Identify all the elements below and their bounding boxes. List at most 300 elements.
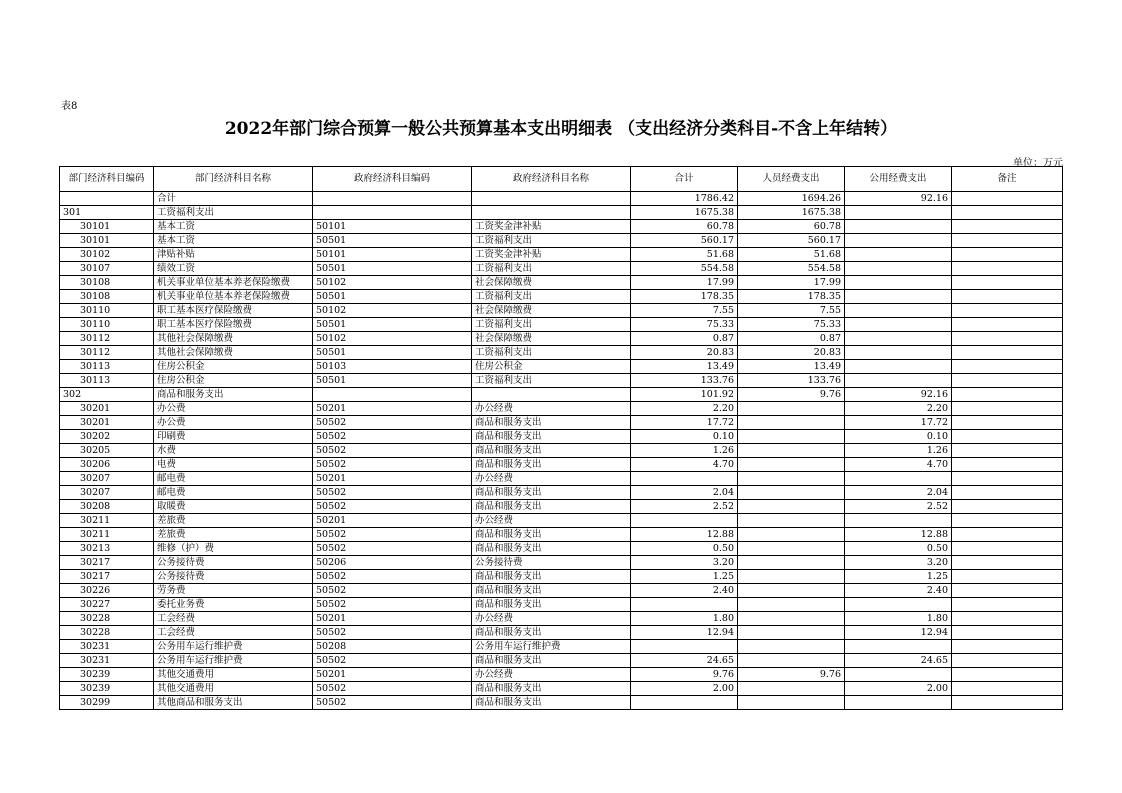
cell-note <box>952 472 1063 486</box>
cell-dept-code: 301 <box>60 206 154 220</box>
table-row <box>60 430 1063 444</box>
cell-public: 2.00 <box>845 682 952 696</box>
cell-personnel: 1675.38 <box>738 206 845 220</box>
cell-gov-code: 50502 <box>313 458 472 472</box>
cell-public <box>845 220 952 234</box>
cell-personnel <box>738 542 845 556</box>
cell-public: 24.65 <box>845 654 952 668</box>
cell-gov-name: 公务接待费 <box>472 556 631 570</box>
cell-personnel <box>738 500 845 514</box>
cell-gov-code: 50501 <box>313 262 472 276</box>
cell-gov-code: 50502 <box>313 682 472 696</box>
cell-total: 60.78 <box>631 220 738 234</box>
cell-dept-code: 30205 <box>60 444 154 458</box>
cell-note <box>952 570 1063 584</box>
table-row <box>60 402 1063 416</box>
cell-public: 1.80 <box>845 612 952 626</box>
cell-personnel <box>738 682 845 696</box>
cell-gov-code: 50101 <box>313 248 472 262</box>
cell-dept-name: 机关事业单位基本养老保险缴费 <box>154 276 313 290</box>
cell-personnel <box>738 570 845 584</box>
table-row <box>60 542 1063 556</box>
cell-gov-name: 商品和服务支出 <box>472 654 631 668</box>
cell-dept-code: 30211 <box>60 528 154 542</box>
cell-personnel: 51.68 <box>738 248 845 262</box>
cell-gov-code: 50502 <box>313 584 472 598</box>
cell-personnel <box>738 528 845 542</box>
cell-public <box>845 696 952 710</box>
cell-note <box>952 318 1063 332</box>
cell-gov-code: 50502 <box>313 570 472 584</box>
table-row <box>60 626 1063 640</box>
cell-gov-name: 商品和服务支出 <box>472 430 631 444</box>
table-row <box>60 486 1063 500</box>
table-row <box>60 682 1063 696</box>
cell-dept-code: 30101 <box>60 220 154 234</box>
cell-personnel <box>738 612 845 626</box>
cell-dept-name: 工会经费 <box>154 612 313 626</box>
cell-dept-name: 差旅费 <box>154 528 313 542</box>
cell-note <box>952 360 1063 374</box>
cell-note <box>952 290 1063 304</box>
table-row <box>60 584 1063 598</box>
cell-dept-code: 30299 <box>60 696 154 710</box>
cell-dept-name: 工资福利支出 <box>154 206 313 220</box>
cell-public <box>845 248 952 262</box>
cell-note <box>952 304 1063 318</box>
table-row <box>60 318 1063 332</box>
cell-public <box>845 304 952 318</box>
cell-personnel <box>738 598 845 612</box>
cell-total: 1.80 <box>631 612 738 626</box>
cell-public <box>845 514 952 528</box>
cell-gov-name: 商品和服务支出 <box>472 542 631 556</box>
header-personnel: 人员经费支出 <box>738 167 845 192</box>
cell-note <box>952 444 1063 458</box>
table-row <box>60 304 1063 318</box>
cell-note <box>952 486 1063 500</box>
cell-total: 13.49 <box>631 360 738 374</box>
cell-dept-name: 绩效工资 <box>154 262 313 276</box>
cell-personnel: 0.87 <box>738 332 845 346</box>
cell-dept-name: 办公费 <box>154 402 313 416</box>
cell-gov-name: 商品和服务支出 <box>472 528 631 542</box>
cell-gov-name: 商品和服务支出 <box>472 500 631 514</box>
cell-public <box>845 234 952 248</box>
cell-dept-code: 30213 <box>60 542 154 556</box>
cell-dept-code: 30207 <box>60 472 154 486</box>
cell-personnel: 13.49 <box>738 360 845 374</box>
table-row <box>60 234 1063 248</box>
table-row <box>60 458 1063 472</box>
cell-dept-name: 其他交通费用 <box>154 682 313 696</box>
cell-public: 3.20 <box>845 556 952 570</box>
cell-public: 2.52 <box>845 500 952 514</box>
cell-personnel: 17.99 <box>738 276 845 290</box>
cell-gov-code: 50201 <box>313 612 472 626</box>
cell-dept-code: 30201 <box>60 416 154 430</box>
cell-public <box>845 360 952 374</box>
cell-note <box>952 374 1063 388</box>
cell-gov-code: 50208 <box>313 640 472 654</box>
cell-dept-code: 30201 <box>60 402 154 416</box>
cell-personnel: 20.83 <box>738 346 845 360</box>
budget-table <box>59 166 1063 710</box>
cell-total: 101.92 <box>631 388 738 402</box>
cell-dept-name: 公务接待费 <box>154 570 313 584</box>
cell-dept-name: 取暖费 <box>154 500 313 514</box>
cell-dept-code: 30226 <box>60 584 154 598</box>
cell-note <box>952 556 1063 570</box>
cell-gov-code: 50502 <box>313 444 472 458</box>
cell-personnel: 554.58 <box>738 262 845 276</box>
cell-dept-name: 印刷费 <box>154 430 313 444</box>
cell-dept-name: 其他交通费用 <box>154 668 313 682</box>
table-row <box>60 332 1063 346</box>
cell-gov-code: 50501 <box>313 346 472 360</box>
cell-total: 12.88 <box>631 528 738 542</box>
cell-dept-name: 住房公积金 <box>154 374 313 388</box>
cell-dept-name: 基本工资 <box>154 220 313 234</box>
cell-gov-name: 商品和服务支出 <box>472 486 631 500</box>
cell-personnel: 1694.26 <box>738 192 845 206</box>
table-row <box>60 640 1063 654</box>
cell-note <box>952 640 1063 654</box>
table-row <box>60 444 1063 458</box>
cell-dept-code: 30207 <box>60 486 154 500</box>
cell-public <box>845 318 952 332</box>
cell-gov-name: 办公经费 <box>472 612 631 626</box>
cell-gov-name: 商品和服务支出 <box>472 458 631 472</box>
cell-gov-name: 商品和服务支出 <box>472 416 631 430</box>
cell-total <box>631 696 738 710</box>
cell-public <box>845 206 952 220</box>
cell-gov-code: 50501 <box>313 318 472 332</box>
cell-personnel: 560.17 <box>738 234 845 248</box>
cell-gov-code: 50502 <box>313 696 472 710</box>
cell-dept-name: 维修（护）费 <box>154 542 313 556</box>
table-row <box>60 360 1063 374</box>
cell-personnel <box>738 402 845 416</box>
cell-dept-name: 劳务费 <box>154 584 313 598</box>
cell-gov-name: 工资福利支出 <box>472 234 631 248</box>
cell-public: 4.70 <box>845 458 952 472</box>
cell-personnel: 9.76 <box>738 388 845 402</box>
header-gov-name: 政府经济科目名称 <box>472 167 631 192</box>
cell-gov-name: 办公经费 <box>472 472 631 486</box>
cell-total: 1.25 <box>631 570 738 584</box>
table-row <box>60 262 1063 276</box>
cell-note <box>952 332 1063 346</box>
cell-dept-name: 商品和服务支出 <box>154 388 313 402</box>
cell-public <box>845 332 952 346</box>
cell-personnel: 178.35 <box>738 290 845 304</box>
cell-total: 4.70 <box>631 458 738 472</box>
table-row <box>60 346 1063 360</box>
cell-total: 7.55 <box>631 304 738 318</box>
cell-total: 12.94 <box>631 626 738 640</box>
cell-gov-name: 办公经费 <box>472 514 631 528</box>
cell-dept-name: 职工基本医疗保险缴费 <box>154 318 313 332</box>
header-note: 备注 <box>952 167 1063 192</box>
table-row <box>60 388 1063 402</box>
cell-note <box>952 220 1063 234</box>
cell-gov-name: 工资福利支出 <box>472 346 631 360</box>
cell-dept-code: 302 <box>60 388 154 402</box>
table-row <box>60 220 1063 234</box>
table-row <box>60 570 1063 584</box>
cell-dept-name: 工会经费 <box>154 626 313 640</box>
cell-public <box>845 346 952 360</box>
cell-gov-name: 商品和服务支出 <box>472 584 631 598</box>
table-row <box>60 416 1063 430</box>
cell-total <box>631 640 738 654</box>
cell-gov-name: 商品和服务支出 <box>472 696 631 710</box>
cell-dept-name: 基本工资 <box>154 234 313 248</box>
cell-note <box>952 262 1063 276</box>
cell-dept-code: 30211 <box>60 514 154 528</box>
cell-gov-code: 50502 <box>313 416 472 430</box>
cell-gov-name: 商品和服务支出 <box>472 626 631 640</box>
table-row <box>60 528 1063 542</box>
cell-dept-code: 30112 <box>60 346 154 360</box>
table-row <box>60 472 1063 486</box>
cell-dept-code: 30107 <box>60 262 154 276</box>
table-row <box>60 696 1063 710</box>
cell-note <box>952 402 1063 416</box>
table-row <box>60 668 1063 682</box>
cell-dept-name: 职工基本医疗保险缴费 <box>154 304 313 318</box>
cell-dept-code: 30102 <box>60 248 154 262</box>
cell-public <box>845 290 952 304</box>
cell-public <box>845 598 952 612</box>
cell-personnel: 133.76 <box>738 374 845 388</box>
cell-gov-name <box>472 192 631 206</box>
cell-gov-code: 50103 <box>313 360 472 374</box>
table-row <box>60 556 1063 570</box>
cell-gov-name: 工资福利支出 <box>472 374 631 388</box>
cell-gov-code: 50502 <box>313 626 472 640</box>
cell-dept-code: 30228 <box>60 612 154 626</box>
cell-dept-name: 住房公积金 <box>154 360 313 374</box>
cell-gov-code: 50102 <box>313 332 472 346</box>
cell-total: 24.65 <box>631 654 738 668</box>
cell-gov-code: 50502 <box>313 598 472 612</box>
cell-gov-name <box>472 388 631 402</box>
cell-gov-name <box>472 206 631 220</box>
cell-dept-name: 委托业务费 <box>154 598 313 612</box>
cell-total: 2.52 <box>631 500 738 514</box>
cell-public: 0.10 <box>845 430 952 444</box>
cell-total: 17.72 <box>631 416 738 430</box>
cell-dept-code: 30202 <box>60 430 154 444</box>
cell-dept-name: 邮电费 <box>154 486 313 500</box>
cell-dept-code: 30217 <box>60 556 154 570</box>
cell-personnel <box>738 444 845 458</box>
cell-personnel <box>738 584 845 598</box>
cell-public: 92.16 <box>845 388 952 402</box>
cell-note <box>952 430 1063 444</box>
cell-gov-code: 50502 <box>313 654 472 668</box>
cell-note <box>952 276 1063 290</box>
cell-total: 2.04 <box>631 486 738 500</box>
cell-public: 1.26 <box>845 444 952 458</box>
cell-personnel <box>738 640 845 654</box>
cell-personnel <box>738 556 845 570</box>
cell-note <box>952 654 1063 668</box>
header-dept-name: 部门经济科目名称 <box>154 167 313 192</box>
cell-dept-code: 30239 <box>60 682 154 696</box>
cell-total <box>631 472 738 486</box>
cell-note <box>952 542 1063 556</box>
cell-total: 2.20 <box>631 402 738 416</box>
cell-personnel: 7.55 <box>738 304 845 318</box>
cell-total: 51.68 <box>631 248 738 262</box>
cell-total: 75.33 <box>631 318 738 332</box>
cell-dept-name: 公务接待费 <box>154 556 313 570</box>
cell-personnel <box>738 514 845 528</box>
header-dept-code: 部门经济科目编码 <box>60 167 154 192</box>
cell-total: 3.20 <box>631 556 738 570</box>
cell-gov-code <box>313 206 472 220</box>
cell-note <box>952 388 1063 402</box>
cell-dept-name: 其他社会保障缴费 <box>154 332 313 346</box>
table-tag: 表8 <box>61 101 78 112</box>
cell-note <box>952 696 1063 710</box>
cell-dept-name: 差旅费 <box>154 514 313 528</box>
cell-public <box>845 640 952 654</box>
cell-gov-code: 50201 <box>313 668 472 682</box>
cell-dept-name: 水费 <box>154 444 313 458</box>
cell-gov-code: 50502 <box>313 430 472 444</box>
cell-note <box>952 584 1063 598</box>
cell-personnel <box>738 486 845 500</box>
cell-public: 12.88 <box>845 528 952 542</box>
cell-dept-code: 30228 <box>60 626 154 640</box>
cell-note <box>952 416 1063 430</box>
cell-public <box>845 276 952 290</box>
cell-note <box>952 528 1063 542</box>
cell-public <box>845 262 952 276</box>
cell-dept-code: 30108 <box>60 276 154 290</box>
cell-gov-code: 50502 <box>313 542 472 556</box>
cell-gov-code <box>313 192 472 206</box>
cell-total: 20.83 <box>631 346 738 360</box>
table-row <box>60 290 1063 304</box>
cell-gov-name: 办公经费 <box>472 668 631 682</box>
cell-public: 92.16 <box>845 192 952 206</box>
cell-gov-code: 50201 <box>313 402 472 416</box>
cell-total: 9.76 <box>631 668 738 682</box>
cell-gov-code: 50502 <box>313 528 472 542</box>
cell-note <box>952 668 1063 682</box>
cell-public: 2.40 <box>845 584 952 598</box>
cell-dept-name: 合计 <box>154 192 313 206</box>
cell-gov-name: 商品和服务支出 <box>472 682 631 696</box>
cell-public <box>845 668 952 682</box>
cell-dept-code: 30110 <box>60 304 154 318</box>
cell-personnel: 75.33 <box>738 318 845 332</box>
cell-dept-code: 30227 <box>60 598 154 612</box>
cell-total: 0.10 <box>631 430 738 444</box>
cell-total: 1.26 <box>631 444 738 458</box>
table-row <box>60 374 1063 388</box>
cell-total <box>631 514 738 528</box>
cell-total: 0.87 <box>631 332 738 346</box>
cell-total: 560.17 <box>631 234 738 248</box>
cell-note <box>952 234 1063 248</box>
cell-note <box>952 192 1063 206</box>
cell-gov-name: 工资福利支出 <box>472 318 631 332</box>
table-row <box>60 654 1063 668</box>
cell-note <box>952 612 1063 626</box>
cell-note <box>952 598 1063 612</box>
cell-dept-code: 30112 <box>60 332 154 346</box>
cell-gov-code: 50501 <box>313 374 472 388</box>
header-total: 合计 <box>631 167 738 192</box>
cell-public: 0.50 <box>845 542 952 556</box>
cell-total <box>631 598 738 612</box>
cell-note <box>952 514 1063 528</box>
cell-total: 554.58 <box>631 262 738 276</box>
cell-gov-code: 50102 <box>313 304 472 318</box>
cell-personnel: 60.78 <box>738 220 845 234</box>
cell-public: 1.25 <box>845 570 952 584</box>
cell-dept-name: 其他商品和服务支出 <box>154 696 313 710</box>
cell-gov-code: 50501 <box>313 234 472 248</box>
cell-gov-name: 社会保障缴费 <box>472 276 631 290</box>
cell-public: 12.94 <box>845 626 952 640</box>
cell-dept-name: 津贴补贴 <box>154 248 313 262</box>
cell-dept-code: 30113 <box>60 360 154 374</box>
cell-public <box>845 472 952 486</box>
cell-note <box>952 626 1063 640</box>
cell-gov-name: 工资奖金津补贴 <box>472 220 631 234</box>
cell-note <box>952 248 1063 262</box>
cell-personnel: 9.76 <box>738 668 845 682</box>
table-header-row <box>60 167 1063 192</box>
cell-total: 2.40 <box>631 584 738 598</box>
cell-dept-code: 30206 <box>60 458 154 472</box>
table-row <box>60 248 1063 262</box>
cell-gov-code: 50206 <box>313 556 472 570</box>
cell-gov-name: 工资奖金津补贴 <box>472 248 631 262</box>
table-row <box>60 206 1063 220</box>
table-row <box>60 612 1063 626</box>
cell-gov-code: 50502 <box>313 486 472 500</box>
cell-dept-name: 办公费 <box>154 416 313 430</box>
cell-personnel <box>738 416 845 430</box>
cell-dept-code: 30239 <box>60 668 154 682</box>
cell-total: 0.50 <box>631 542 738 556</box>
cell-note <box>952 346 1063 360</box>
cell-dept-code: 30231 <box>60 640 154 654</box>
page-title: 2022年部门综合预算一般公共预算基本支出明细表 （支出经济分类科目-不含上年结转） <box>224 119 898 139</box>
cell-dept-name: 机关事业单位基本养老保险缴费 <box>154 290 313 304</box>
cell-gov-code: 50201 <box>313 472 472 486</box>
table-row <box>60 514 1063 528</box>
header-public: 公用经费支出 <box>845 167 952 192</box>
table-row <box>60 598 1063 612</box>
cell-public: 2.04 <box>845 486 952 500</box>
cell-dept-code: 30110 <box>60 318 154 332</box>
cell-gov-name: 商品和服务支出 <box>472 598 631 612</box>
cell-total: 2.00 <box>631 682 738 696</box>
table-row <box>60 500 1063 514</box>
table-row <box>60 192 1063 206</box>
cell-dept-code: 30113 <box>60 374 154 388</box>
cell-note <box>952 206 1063 220</box>
